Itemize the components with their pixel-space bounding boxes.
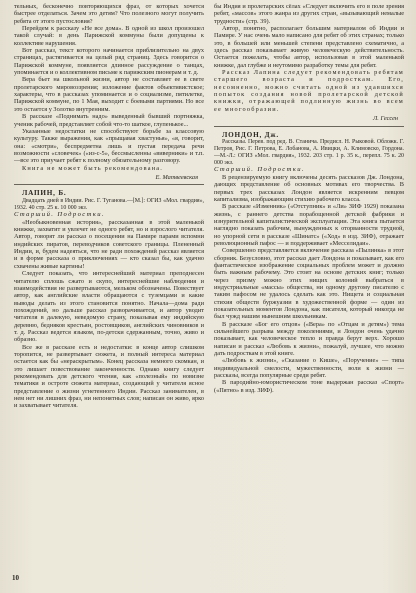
age-group-label: Старший. Подростки. — [14, 211, 106, 219]
paragraph: Указанные недостатки не способствуют борьбе за классовую культуру. Также выражения, как «прыщавая хвастунья», «я, говорит, она: «смотри», беспредметна лишь и пустая передача речи возможности «словечек» («из-с-5», бессмысленны «виверники» и т.п.—все это приучает ребят к полному обязательному разговору. — [14, 127, 204, 165]
review-title: ЛОНДОН, Дж. — [222, 130, 280, 139]
paragraph: «Необыкновенная история», рассказанная в этой маленькой книжке, захватит и увлечет не одного ребят, но и взрослого читателя. Автор, говорят ли рассказ о посещении на Памире парами вспомни индийских пиратов, переводчиков советского границы. Плененный Индии, и, будем надеяться, что не ради похождений рассказ является и в форме рассказа о приключениях — кто сказал бы, как удачно схвачены живые картины! — [14, 218, 204, 270]
paragraph: В рассказе «Изменник» («Отступник» и «Ли» ЗИФ 1929) показана жизнь, с раннего детства порабощенной детской фабрики и изнурительной капиталистической эксплуатации. Эта книга пытается наглядно показать рабочим, вынужденных к оторванности трудной, но упорной сети в рассказе «Шинатс» («Ход» в изд. ЗИФ), отражает революционный пафос — и поддерживает «Месселидаи». — [214, 203, 404, 247]
paragraph: Автор, понятно, располагает большим материалом об Индии и Памире. У нас очень мало написано для ребят об этих странах; только это, в большей или меньшей степени представлено схематично, а здесь рассказ показывает живую человеческую действительность. Остается пожелать, чтобы автор, использовав в этой маленькой книжке, дал глубже и неутомимо разработку темы для ребят. — [214, 25, 404, 69]
paragraph: Все же в рассказе есть и недостатки: в конце автор слишком торопится, не развертывает сюжета, и полный интереса материал остается как бы «нераскрытым». Конец рассказа немного скомкан, и это лишает повествование законченности. Однако книгу следует рекомендовать для детского чтения, как «полезный» по новизне тематики и остроте сюжета материал, создающий у читателя ясное представление о жизни угнетенного Индии. Рассказ занимателен, в нем нет ни лишних фраз, ни непонятных слов; написан он живо, ярко и захватывает читателя. — [14, 343, 204, 410]
paragraph: Совершенно представляется включение рассказа «Пылинка» в этот сборник. Безусловно, этот рассказ дает Лондона и показывает, как его фантастическое изображение социальных проблем может и должно быть важным рабочему. Это стоит на основе детских книг; только через призму можно этих нищих колоний выбраться в индустриальные «массы» общества, ни одному другому писателю с таким пафосом не удалось сделать как это. Нищета и социальная стихия обществ буржуазии в художественной форме — один из показательных моментов Лондона, как писателя, который никогда не был чужд нашим нынешним школьникам. — [214, 247, 404, 321]
section-divider — [14, 184, 204, 185]
right-column — [214, 3, 404, 563]
paragraph: тельных, бесконечно повторяющихся фраз, от которых хочется быстрее отделаться. Зачем это детям? Что полезного могут получить ребята от этого пустословия? — [14, 3, 204, 25]
recommendation-note: Рассказ Лапина следует рекомендовать ребятам старшего возраста и подросткам. Его, несомненно, можно считать одной из удавшихся попыток создания новой пролетарской детской книжки, отражающей подлинную жизнь во всем ее многообразии. — [214, 69, 404, 113]
review-bibliography: Двадцать дней в Индии. Рис. Г. Туганова.—[М.]: ОГИЗ «Мол. гвардия», 1932. 40 стр. 25 к. 10 000 экз. — [14, 197, 204, 211]
paragraph: В пародийно-юмористическом тоне выдержан рассказ «Спорт» («Пятно» в изд. ЗИФ). — [214, 379, 404, 394]
paragraph: Вот рассказ, текст которого начинается приблизительно на двух страницах, растягивается на целый ряд страниц. Здесь говорится о Парижской коммуне, появляется длинное рассуждение о танцах, упоминается и о коллективном письме к парижским пионерам и т. д. — [14, 47, 204, 77]
left-column — [14, 3, 204, 587]
age-group-label: Старший. Подростки. — [214, 166, 306, 174]
paragraph: Вера бьет на школьной жизни, автор не составляет ее в свете пролетарского мировоззрения; изложение фактов объективистское; характеры, что в рассказах упоминается и о социализме, пятилетке, Парижской коммуне, по 1 Мая, выходит с боевыми партиями. Но все это остается у Золотко внутренним. — [14, 76, 204, 113]
reviewer-signature: Л. Гессен — [373, 115, 398, 123]
paragraph: В рецензируемую книгу включены десять рассказов Дж. Лондона, дающих представление об основных мотивах его творчества. В первых трех рассказах Лондон является искренним певцом капитализма, изображающим стихию рабочего класса. — [214, 173, 404, 203]
review-title: ЛАПИН, Б. — [22, 189, 67, 198]
paragraph: Следует показать, что интереснейший материал преподнесен читателю сплошь сжато и скупо, интереснейшие наблюдения и взаимодействия не развертываются, мельком обозначены. Повествует автор, как английские власти обращаются с туземцами и какие выводы делать из этого становится понятно. Начала—дома ради похождений, но дальше рассказ разворачивается, и автор уводит читателя в далекую, неведомую страну, показывая ему индийскую деревню, бедняков крестьян, ростовщиков, английских чиновников и т. д. Рассказ ведется языком, по-детски сдержанным, точно, живо и образно. — [14, 270, 204, 344]
reviewer-signature: Е. Матвеевская — [155, 173, 198, 181]
paragraph: В рассказе «Поднимать надо» выведенный бывший портняжка, ученик рабочей, представляет собой что-то шаткое, глупенькое... — [14, 113, 204, 128]
recommendation-note: Книга не может быть рекомендована. — [22, 164, 164, 172]
page-number: 10 — [12, 574, 19, 582]
paragraph: бы Индия и пролетарских сёлах «Следует включить его в поле зрения ребят, «массов» этого жанра из других стран, «вызывающий немалые трудности» (стр. 39). — [214, 3, 404, 25]
paragraph: В рассказе «Бог его отцов» («Вера» по «Отцам и детям») тема сильнейшего разрыва между поколениями, и Лондон очень удачно показывает, как человеческое тепло и правда берут верх. Хорошо написан и рассказ «Любовь к жизни», пожалуй, лучшее, что можно дать подросткам в этой книге. — [214, 320, 404, 358]
paragraph: «Любовь к жизни», «Сказание о Кише», «Поручение» — типа индивидуальной смелости, мужественности, воли к жизни — рассказы, всегда популярные среди ребят. — [214, 357, 404, 380]
paragraph: Перейдем к рассказу «Не все дома». В одной из школ произошел такой случай: в день Парижской коммуны были допущены к коллективе нарушения. — [14, 25, 204, 47]
review-bibliography: Рассказы. Перев. под ред. В. Станича. Предисл. Н. Рыковой. Обложк. Г. Петров, Рис. Г. Петрова, Е. Лобанова, А. Ивицки, А. Климовско, Гордона.—М.-Л.: ОГИЗ «Мол. гвардия», 1932. 203 стр. 1 р. 35 к., перепл. 75 к. 20 000 экз. — [214, 138, 404, 166]
section-divider — [214, 126, 404, 127]
